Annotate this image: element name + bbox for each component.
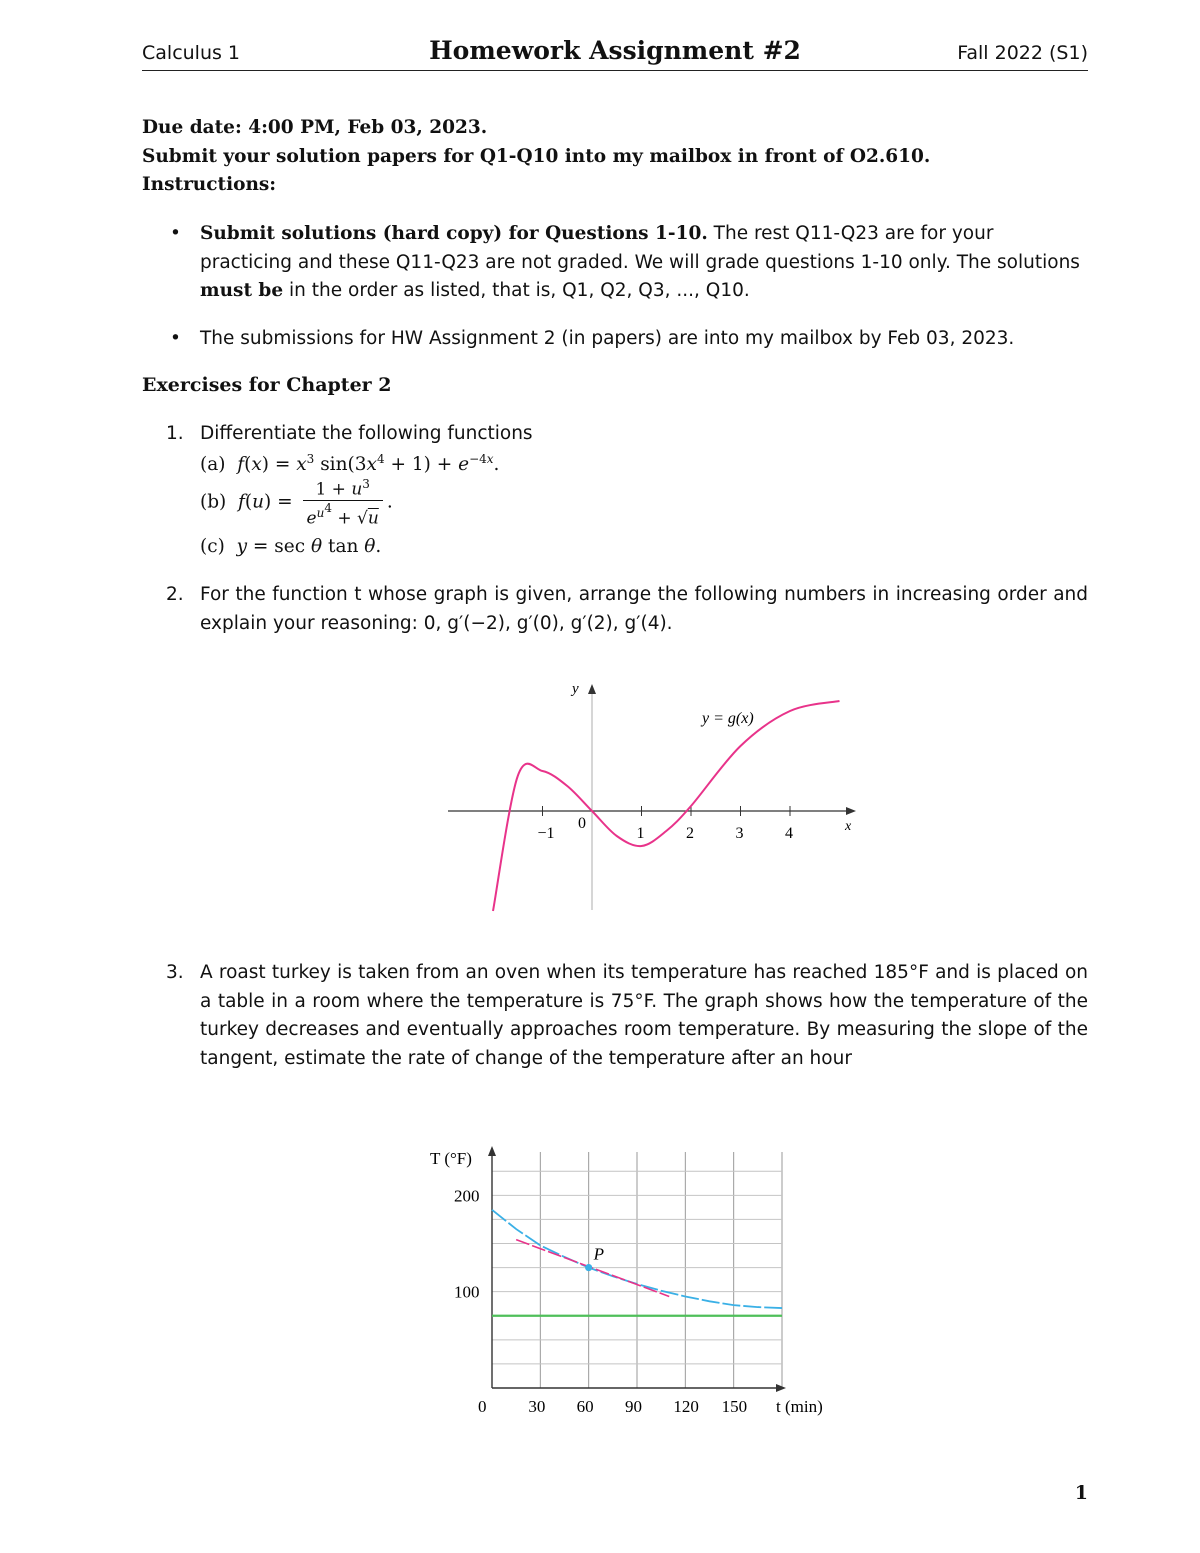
y-tick-label: 200 <box>454 1186 480 1206</box>
instruction-item <box>200 220 1088 306</box>
x-tick-label: 4 <box>785 825 793 842</box>
x-tick-label: 0 <box>578 815 586 832</box>
due-date: Due date: 4:00 PM, Feb 03, 2023. <box>142 117 488 138</box>
instruction-text: The rest Q11-Q23 are for your practicing and these Q11-Q23 are not graded. We will grade questions 1-10 only. The solutions <box>200 223 1080 273</box>
submit-note: Submit your solution papers for Q1-Q10 into my mailbox in front of O2.610. <box>142 146 931 167</box>
x-tick-label: 150 <box>721 1397 748 1416</box>
y-axis-label: y <box>572 681 579 697</box>
question-number: 2. <box>166 584 184 605</box>
question-part-c: (c) y = sec θ tan θ. <box>200 536 382 557</box>
point-p <box>585 1264 592 1271</box>
bullet-icon: • <box>170 328 181 349</box>
y-axis-arrow <box>488 1146 496 1156</box>
question-number: 1. <box>166 423 184 444</box>
curve-g <box>493 701 840 911</box>
x-axis-label: x <box>845 819 852 834</box>
x-tick-label: 60 <box>576 1397 594 1416</box>
page-header <box>142 36 1088 71</box>
instruction-bold: Submit solutions (hard copy) for Questions 1-10. <box>200 223 708 244</box>
y-tick-label: 100 <box>454 1282 480 1302</box>
part-label: (c) <box>200 536 225 557</box>
curve-label: y = g(x) <box>702 710 754 727</box>
x-tick-label: 2 <box>686 825 694 842</box>
page-title: Homework Assignment #2 <box>429 36 801 65</box>
turkey-temperature-chart <box>420 1138 860 1428</box>
course-name: Calculus 1 <box>142 42 241 64</box>
question-text: Differentiate the following functions <box>200 423 533 444</box>
part-label: (b) <box>200 491 227 513</box>
fraction: $\frac{1 + u^3}{e^{u^4} + √u}$ <box>303 477 383 528</box>
part-label: (a) <box>200 454 226 476</box>
x-axis-label: t (min) <box>776 1397 823 1416</box>
instruction-item: The submissions for HW Assignment 2 (in papers) are into my mailbox by Feb 03, 2023. <box>200 328 1015 349</box>
graph-g-of-x <box>440 672 870 917</box>
x-tick-label: 3 <box>735 825 744 842</box>
bullet-icon: • <box>170 223 181 244</box>
question-part-b: (b) f(u) = $\frac{1 + u^3}{e^{u^4} + √u}$ . <box>200 477 393 529</box>
question-text: A roast turkey is taken from an oven when its temperature has reached 185°F and is placed on a table in a room where the temperature is 75°F. The graph shows how the temperature of the turkey decreases and eventually approaches room temperature. By measuring the slope of the tangent, estimate the rate of change of the temperature after an hour <box>200 962 1088 1069</box>
exercises-title: Exercises for Chapter 2 <box>142 374 392 396</box>
x-tick-label: 1 <box>636 825 645 842</box>
x-tick-label: −1 <box>537 825 555 842</box>
x-axis-arrow <box>776 1384 786 1392</box>
x-tick-label: 0 <box>478 1397 487 1416</box>
question-part-a: (a) $f(x) = x^3$ $\sin(3x^4 + 1) + e^{-4x}$. <box>200 452 500 476</box>
term-label: Fall 2022 (S1) <box>957 42 1088 64</box>
x-tick-label: 120 <box>673 1397 699 1416</box>
question-number: 3. <box>166 962 184 983</box>
instruction-emphasis: must be <box>200 280 284 301</box>
x-tick-label: 90 <box>625 1397 642 1416</box>
x-tick-label: 30 <box>528 1397 546 1416</box>
y-axis-label: T (°F) <box>430 1149 472 1168</box>
x-axis-arrow <box>846 807 856 815</box>
instruction-text-end: in the order as listed, that is, Q1, Q2, Q3, ..., Q10. <box>283 280 750 301</box>
y-axis-arrow <box>588 684 596 694</box>
instructions-label: Instructions: <box>142 174 277 195</box>
formula: f <box>231 454 245 476</box>
page-number: 1 <box>1074 1482 1088 1504</box>
question-text: For the function t whose graph is given, arrange the following numbers in increasing order and explain your reasoning: 0, g′(−2), g′(0), g′(2), g′(4). <box>200 584 1088 634</box>
point-p-label: P <box>593 1244 605 1264</box>
